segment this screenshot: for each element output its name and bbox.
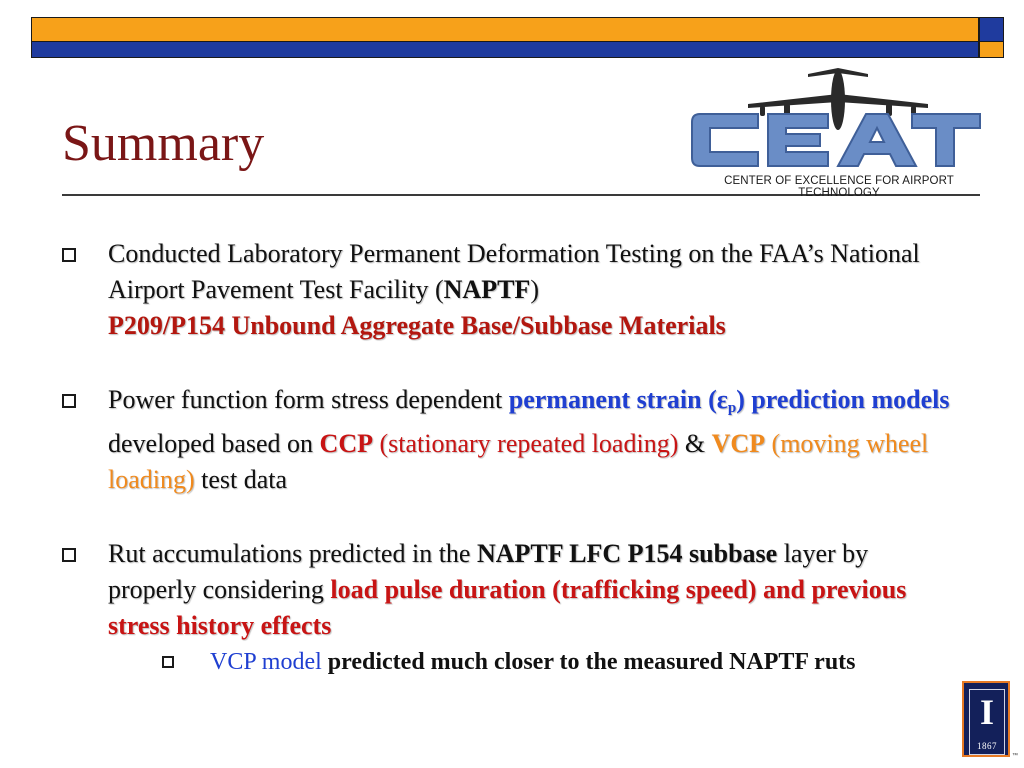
bullet-2	[62, 382, 962, 498]
square-bullet-icon	[162, 656, 174, 668]
top-banner-blue	[31, 41, 979, 58]
corner-square-blue	[979, 17, 1004, 42]
university-seal	[962, 681, 1010, 757]
bullet-3	[62, 536, 962, 644]
sub-bullet-1	[210, 648, 962, 677]
bullet-1-text-a: Conducted Laboratory Permanent Deformation Testing on the FAA’s National Airport Pavement Test Facility (	[108, 239, 920, 304]
bullet-3-text-b: layer by properly considering	[108, 539, 869, 604]
bullet-1-naptf: NAPTF	[443, 275, 531, 304]
bullet-2-ccp-desc: (stationary repeated loading)	[372, 429, 679, 458]
bullet-2-vcp-desc: (moving wheel loading)	[108, 429, 929, 494]
square-bullet-icon	[62, 248, 76, 262]
seal-frame	[969, 689, 1005, 755]
bullet-2-strain-subscript: p	[727, 400, 737, 416]
logo-caption: CENTER OF EXCELLENCE FOR AIRPORT TECHNOLOGY	[724, 175, 954, 199]
top-banner-orange	[31, 17, 979, 42]
bullet-list	[62, 236, 962, 677]
corner-square-orange	[979, 41, 1004, 58]
bullet-2-amp: &	[678, 429, 712, 458]
trademark: ™	[1012, 753, 1018, 759]
bullet-2-strain: permanent strain (ε	[508, 385, 728, 414]
seal-year: 1867	[977, 741, 997, 751]
square-bullet-icon	[62, 394, 76, 408]
bullet-1	[62, 236, 962, 344]
bullet-1-text-b: )	[530, 275, 539, 304]
bullet-2-ccp: CCP	[319, 429, 373, 458]
bullet-2-text-a: Power function form stress dependent	[108, 385, 509, 414]
bullet-2-text-c: test data	[194, 465, 288, 494]
seal-letter: I	[979, 692, 994, 732]
sub-bullet-text: predicted much closer to the measured NAPTF ruts	[321, 649, 856, 675]
ceat-logo	[688, 66, 988, 192]
square-bullet-icon	[62, 548, 76, 562]
slide-title: Summary	[62, 115, 265, 172]
bullet-1-materials: P209/P154 Unbound Aggregate Base/Subbase Materials	[108, 311, 726, 340]
sub-bullet-vcp-model: VCP model	[210, 649, 322, 675]
bullet-2-vcp: VCP	[711, 429, 766, 458]
bullet-3-text-a: Rut accumulations predicted in the	[108, 539, 477, 568]
bullet-3-layer: NAPTF LFC P154 subbase	[476, 539, 778, 568]
bullet-2-text-b: developed based on	[108, 429, 320, 458]
bullet-2-models: ) prediction models	[736, 385, 950, 414]
bullet-3-effects: load pulse duration (trafficking speed) and previous stress history effects	[108, 575, 907, 640]
